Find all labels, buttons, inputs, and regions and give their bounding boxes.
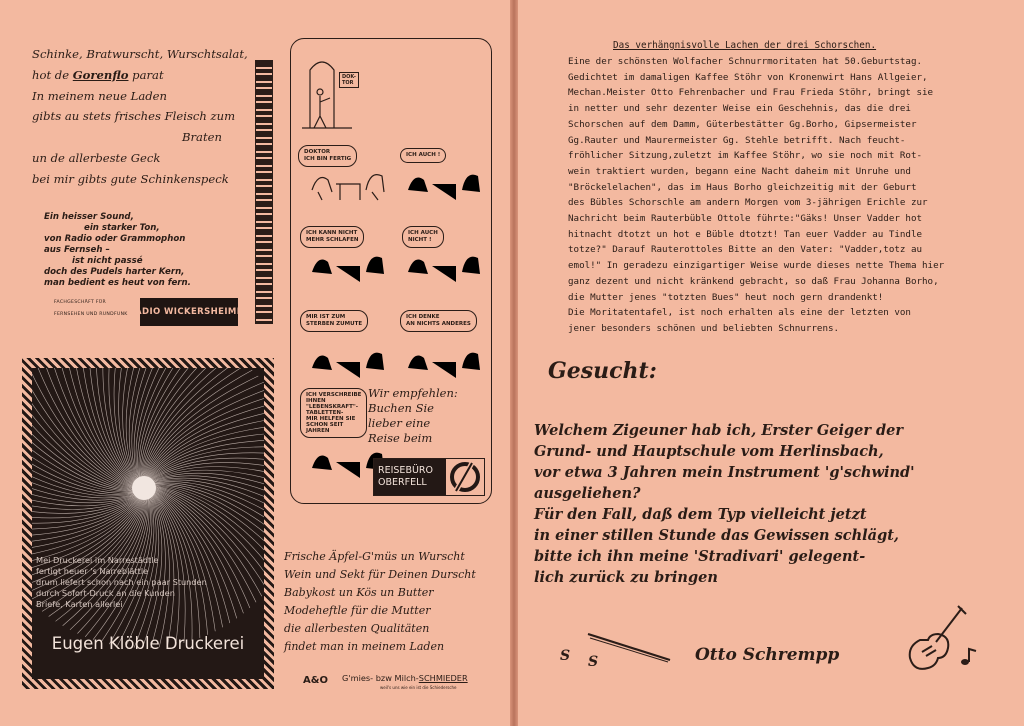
radio-ad-text — [44, 212, 264, 289]
butcher-line: un de allerbeste Geck — [32, 150, 161, 165]
oberfell-emblem-icon — [448, 461, 482, 493]
ao-mark: A&O — [303, 675, 328, 686]
grocer-tagline: weil's uns wie ein ist die Schiedersche — [380, 685, 457, 690]
story-line: wein traktiert wurden, begann eine Nacht daheim mit Unruhe und — [568, 165, 911, 177]
doctor-door-sign: DOK- TOR — [339, 72, 359, 88]
signature: Otto Schrempp — [695, 645, 840, 665]
story-line: totze?" Darauf Rauterottoles Bitte an den Vater: "Vadder,totz au — [568, 244, 923, 256]
violin-bow-icon — [584, 628, 674, 668]
s-mark: S — [560, 648, 571, 664]
speech-bubble: ICH VERSCHREIBE IHNEN "LEBENSKRAFT"- TABLETTEN- MIR HELFEN SIE SCHON SEIT JAHREN — [300, 388, 367, 438]
butcher-line: Schinke, Bratwurscht, Wurschtsalat, — [32, 47, 248, 61]
speech-bubble: DOKTOR ICH BIN FERTIG — [298, 145, 357, 167]
story-line: des Bübles Schorschle am andern Morgen vom 3-jährigen Erichle zur — [568, 197, 928, 209]
speech-bubble: ICH AUCH NICHT ! — [402, 226, 444, 248]
butcher-brand: Gorenflo — [72, 67, 129, 82]
travel-recommendation: Wir empfehlen: Buchen Sie lieber eine Reise beim — [368, 386, 458, 445]
print-ad-name: Eugen Klöble Druckerei — [51, 634, 245, 653]
radio-line: aus Fernseh – — [44, 245, 110, 255]
wanted-text — [534, 420, 1014, 588]
story-line: Gg.Rauter und Maurermeister Gg. Stehle betrifft. Nach feucht- — [568, 134, 906, 146]
radio-line: doch des Pudels harter Kern, — [44, 267, 185, 277]
story-line: jener besonders schönen und beliebten Schnurrens. — [568, 322, 840, 334]
grocer-shop-name: G'mies- bzw Milch-SCHMIEDER — [342, 673, 468, 683]
butcher-line: Braten — [182, 130, 222, 145]
print-ad-text: Mei Druckerei im Narrestädtle fertigt heuer 's Narreblättle drum liefert schon nach ein paar Stunden durch Sofort-Druck an die Kunden Briefe, Karten allerlei — [36, 555, 207, 609]
story-line: Mechan.Meister Otto Fehrenbacher und Frau Frieda Stöhr, bringt sie — [568, 87, 934, 99]
radio-line: ein starker Ton, — [84, 223, 160, 233]
speech-bubble: ICH KANN NICHT MEHR SCHLAFEN — [300, 226, 364, 248]
story-line: Die Moritatentafel, ist noch erhalten als eine der letzten von — [568, 307, 911, 319]
radio-line: ist nicht passé — [72, 256, 143, 266]
story-line: Gedichtet im damaligen Kaffee Stöhr von Kronenwirt Hans Allgeier, — [568, 71, 928, 83]
wanted-line: lich zurück zu bringen — [534, 569, 718, 586]
story-line: die Mutter jenes "totzten Bues" heut noch gern drandenkt! — [568, 291, 884, 303]
speech-bubble: ICH AUCH ! — [400, 148, 446, 163]
wanted-line: Grund- und Hauptschule vom Herlinsbach, — [534, 443, 884, 460]
radio-line: Ein heisser Sound, — [44, 212, 134, 222]
s-mark: S — [588, 654, 599, 670]
story-line: ganz dezent und nicht kränkend gebracht, so daß Frau Johanna Borho, — [568, 275, 939, 287]
story-line: Nachricht beim Rauterbüble Ottole führte:"Gäks! Unser Vadder hot — [568, 213, 923, 225]
story-line: fröhlicher Sitzung,zuletzt im Kaffee Stöhr, wo sie noch mit Rot- — [568, 150, 923, 162]
butcher-ad — [32, 44, 262, 190]
butcher-line: hot de Gorenflo parat — [32, 67, 164, 82]
wanted-line: bitte ich ihn meine 'Stradivari' gelegent- — [534, 548, 866, 565]
wanted-line: Für den Fall, daß dem Typ vielleicht jetzt — [534, 506, 867, 523]
speech-bubble: MIR IST ZUM STERBEN ZUMUTE — [300, 310, 368, 332]
butcher-line: bei mir gibts gute Schinkenspeck — [32, 171, 229, 186]
violin-icon — [890, 600, 970, 680]
wanted-line: Welchem Zigeuner hab ich, Erster Geiger der — [534, 422, 904, 439]
butcher-line: In meinem neue Laden — [32, 88, 168, 103]
wanted-line: in einer stillen Stunde das Gewissen schlägt, — [534, 527, 899, 544]
wanted-line: ausgeliehen? — [534, 485, 641, 502]
radio-wickersheimer-logo: RADIO WICKERSHEIMER — [140, 298, 238, 326]
wanted-line: vor etwa 3 Jahren mein Instrument 'g'schwind' — [534, 464, 915, 481]
radio-sponsor: FACHGESCHÄFT FÜR FERNSEHEN UND RUNDFUNK — [54, 300, 128, 317]
story-line: Eine der schönsten Wolfacher Schnurrmoritaten hat 50.Geburtstag. — [568, 56, 923, 67]
radio-line: von Radio oder Grammophon — [44, 234, 186, 244]
story-text — [568, 54, 1004, 337]
story-line: Schorschen auf dem Damm, Güterbestätter Gg.Borho, Gipsermeister — [568, 118, 917, 130]
story-title: Das verhängnisvolle Lachen der drei Schorschen. — [613, 40, 877, 51]
print-ad — [22, 358, 274, 689]
page-gutter — [510, 0, 518, 726]
butcher-line: gibts au stets frisches Fleisch zum — [32, 109, 236, 124]
speech-bubble: ICH DENKE AN NICHTS ANDERES — [400, 310, 477, 332]
reisebuero-oberfell-logo: REISEBÜRO OBERFELL — [373, 458, 485, 496]
wanted-heading: Gesucht: — [548, 358, 657, 384]
music-note-icon — [958, 646, 980, 668]
radio-line: man bedient es heut von fern. — [44, 278, 191, 288]
story-line: "Bröckelelachen", das im Haus Borho gleichzeitig mit der Geburt — [568, 181, 917, 193]
story-line: emol!" In geradezu einzigartiger Weise wurde dieses nette Thema hier — [568, 260, 945, 272]
story-line: hitnacht dtotzt un hot e Büble dtotzt! Tan euer Vadder au Tindle — [568, 228, 923, 240]
story-line: in netter und sehr dezenter Weise ein Geschehnis, das die drei — [568, 103, 911, 115]
grocer-ad: Frische Äpfel-G'müs un Wurscht Wein und Sekt für Deinen Durscht Babykost un Kös un Butter Modeheftle für die Mutter die allerbesten Qualitäten findet man in meinem Laden — [284, 550, 476, 653]
